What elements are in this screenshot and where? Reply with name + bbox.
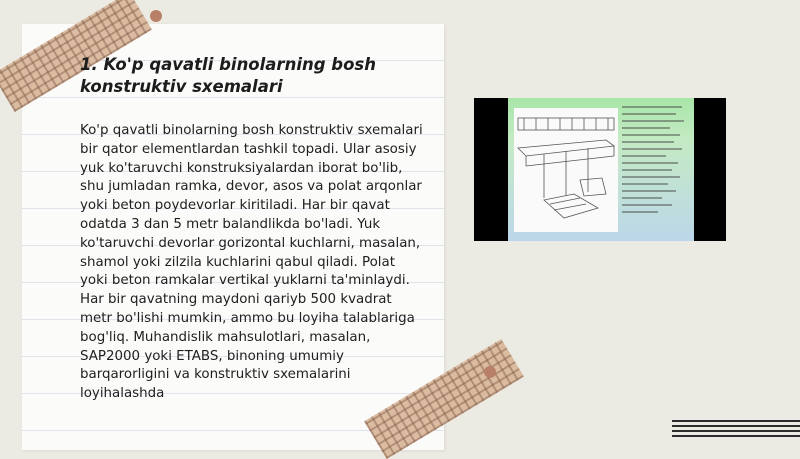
diagram-caption-block xyxy=(622,106,692,234)
slide-body-text: Ko'p qavatli binolarning bosh konstruktiv sxemalari bir qator elementlardan tashkil topadi. Ular asosiy yuk ko'taruvchi konstruksiyalardan iborat bo'lib, shu jumladan ramka, devor, asos va polat arqonlar yoki beton poydevorlar kiritiladi. Har bir qavat odatda 3 dan 5 metr balandlikda bo'ladi. Yuk ko'taruvchi devorlar gorizontal kuchlarni, masalan, shamol yoki zilzila kuchlarini qabul qiladi. Polat yoki beton ramkalar vertikal yuklarni ta'minlaydi. Har bir qavatning maydoni qariyb 500 kvadrat metr bo'lishi mumkin, ammo bu loyiha talablariga bog'liq. Muhandislik mahsulotlari, masalan, SAP2000 yoki ETABS, binoning umumiy barqarorligini va konstruktiv sxemalarini loyihalashda xyxy=(80,123,423,402)
pin-top-icon xyxy=(150,10,162,22)
building-frame-diagram xyxy=(514,108,618,232)
structural-diagram-image xyxy=(474,98,726,241)
pin-bottom-icon xyxy=(484,366,496,378)
diagram-slide-panel xyxy=(508,98,694,241)
decorative-lines xyxy=(672,420,800,440)
slide-title: 1. Ko'p qavatli binolarning bosh konstruktiv sxemalari xyxy=(80,55,376,96)
frame-sketch-icon xyxy=(514,108,618,232)
